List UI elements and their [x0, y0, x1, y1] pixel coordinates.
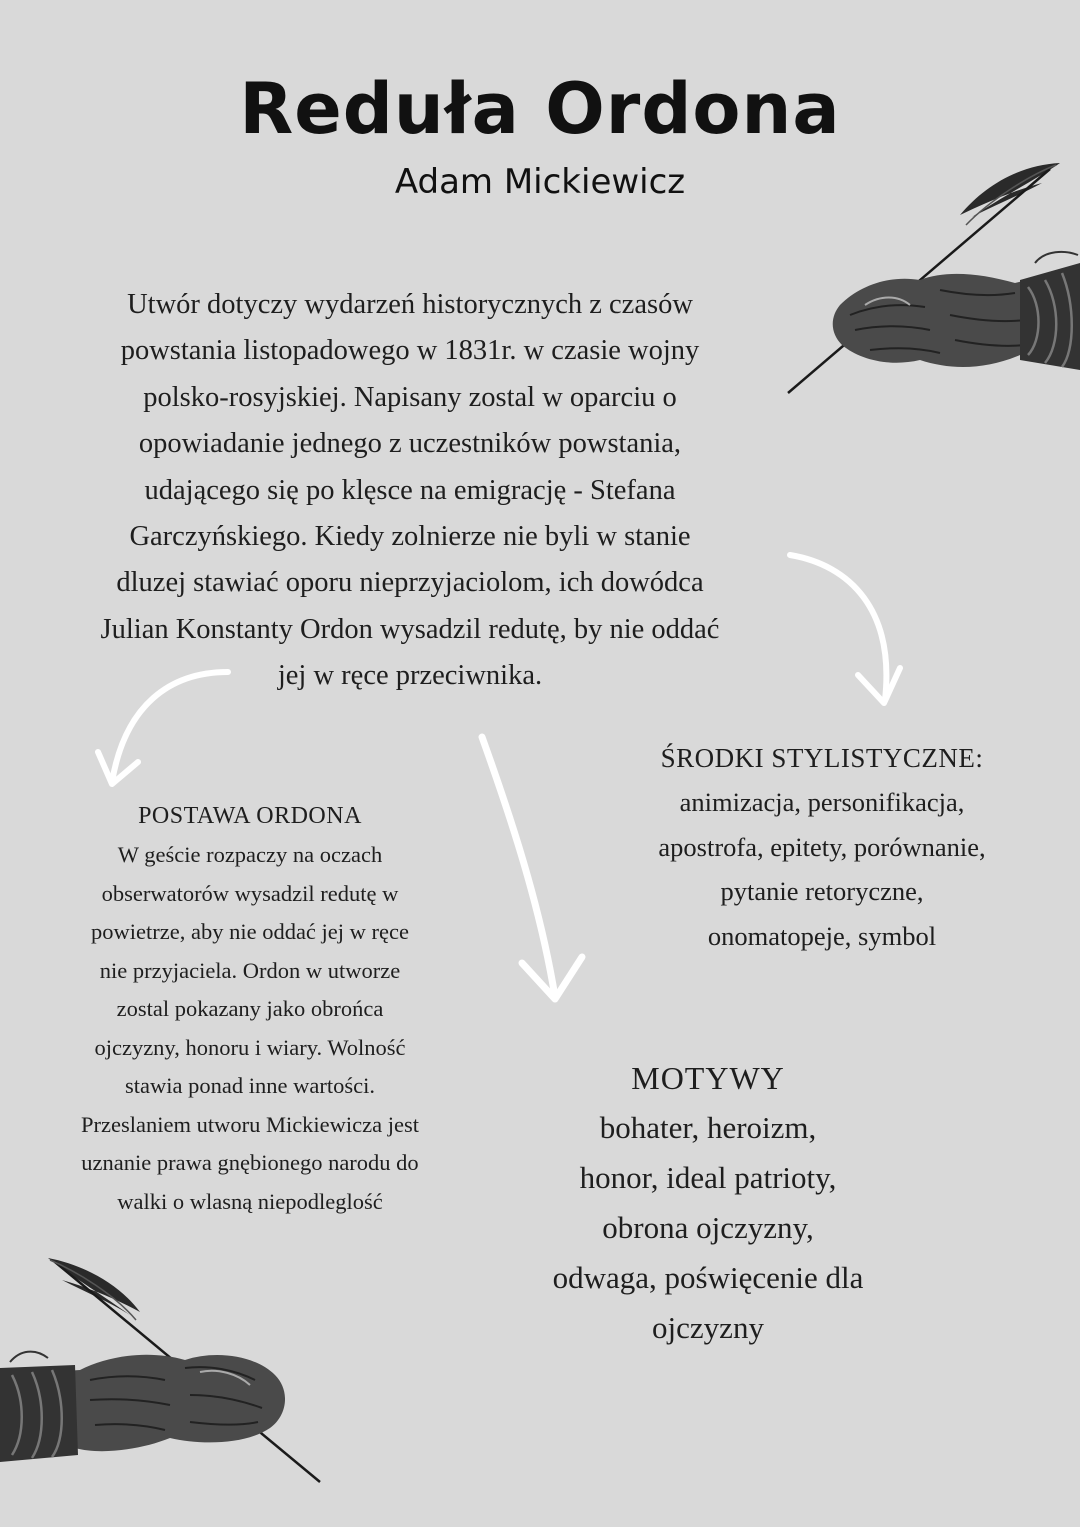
postawa-heading: POSTAWA ORDONA	[138, 803, 362, 829]
srodki-line: apostrofa, epitety, porównanie,	[658, 831, 986, 862]
srodki-line: pytanie retoryczne,	[720, 876, 924, 906]
page-title: Reduła Ordona	[239, 68, 841, 150]
postawa-line: zostal pokazany jako obrońca	[116, 996, 384, 1021]
motywy-line: odwaga, poświęcenie dla	[552, 1260, 864, 1295]
srodki-line: onomatopeje, symbol	[707, 920, 937, 951]
postawa-line: stawia ponad inne wartości.	[125, 1073, 375, 1098]
author-name: Adam Mickiewicz	[394, 162, 686, 202]
postawa-line: ojczyzny, honoru i wiary. Wolność	[94, 1034, 406, 1060]
motywy-line: honor, ideal patrioty,	[579, 1160, 837, 1195]
intro-line: Julian Konstanty Ordon wysadzil redutę, by nie oddać	[100, 613, 720, 645]
motywy-heading: MOTYWY	[631, 1060, 785, 1096]
intro-line: Utwór dotyczy wydarzeń historycznych z czasów	[127, 289, 693, 320]
quill-hand-icon	[780, 155, 1080, 400]
motywy-line: obrona ojczyzny,	[602, 1210, 814, 1245]
motywy-section	[468, 1053, 948, 1353]
intro-line: powstania listopadowego w 1831r. w czasie wojny	[120, 335, 700, 367]
postawa-line: nie przyjaciela. Ordon w utworze	[99, 957, 401, 983]
postawa-line: obserwatorów wysadzil redutę w	[101, 880, 399, 906]
postawa-section	[20, 800, 480, 1221]
intro-line: opowiadanie jednego z uczestników powstania,	[138, 428, 682, 460]
postawa-line: powietrze, aby nie oddać jej w ręce	[91, 919, 409, 944]
intro-line: polsko-rosyjskiej. Napisany zostal w oparciu o	[143, 381, 677, 413]
motywy-line: ojczyzny	[652, 1310, 764, 1345]
intro-paragraph	[20, 282, 800, 700]
arrow-icon	[470, 725, 600, 1015]
intro-line: jej w ręce przeciwnika.	[277, 660, 543, 692]
intro-line: dluzej stawiać oporu nieprzyjaciolom, ich dowódca	[116, 567, 704, 599]
srodki-heading: ŚRODKI STYLISTYCZNE:	[660, 743, 984, 773]
postawa-line: uznanie prawa gnębionego narodu do	[81, 1150, 419, 1175]
arrow-icon	[780, 540, 920, 720]
srodki-section	[562, 736, 1080, 958]
intro-line: Garczyńskiego. Kiedy zolnierze nie byli w stanie	[129, 521, 691, 553]
intro-line: udającego się po klęsce na emigrację - Stefana	[144, 474, 676, 506]
motywy-line: bohater, heroizm,	[599, 1110, 817, 1145]
arrow-icon	[90, 660, 240, 800]
postawa-line: W geście rozpaczy na oczach	[117, 842, 383, 867]
srodki-line: animizacja, personifikacja,	[679, 787, 965, 817]
postawa-line: walki o wlasną niepodleglość	[117, 1188, 383, 1214]
quill-hand-icon	[0, 1250, 330, 1490]
postawa-line: Przeslaniem utworu Mickiewicza jest	[80, 1111, 420, 1137]
